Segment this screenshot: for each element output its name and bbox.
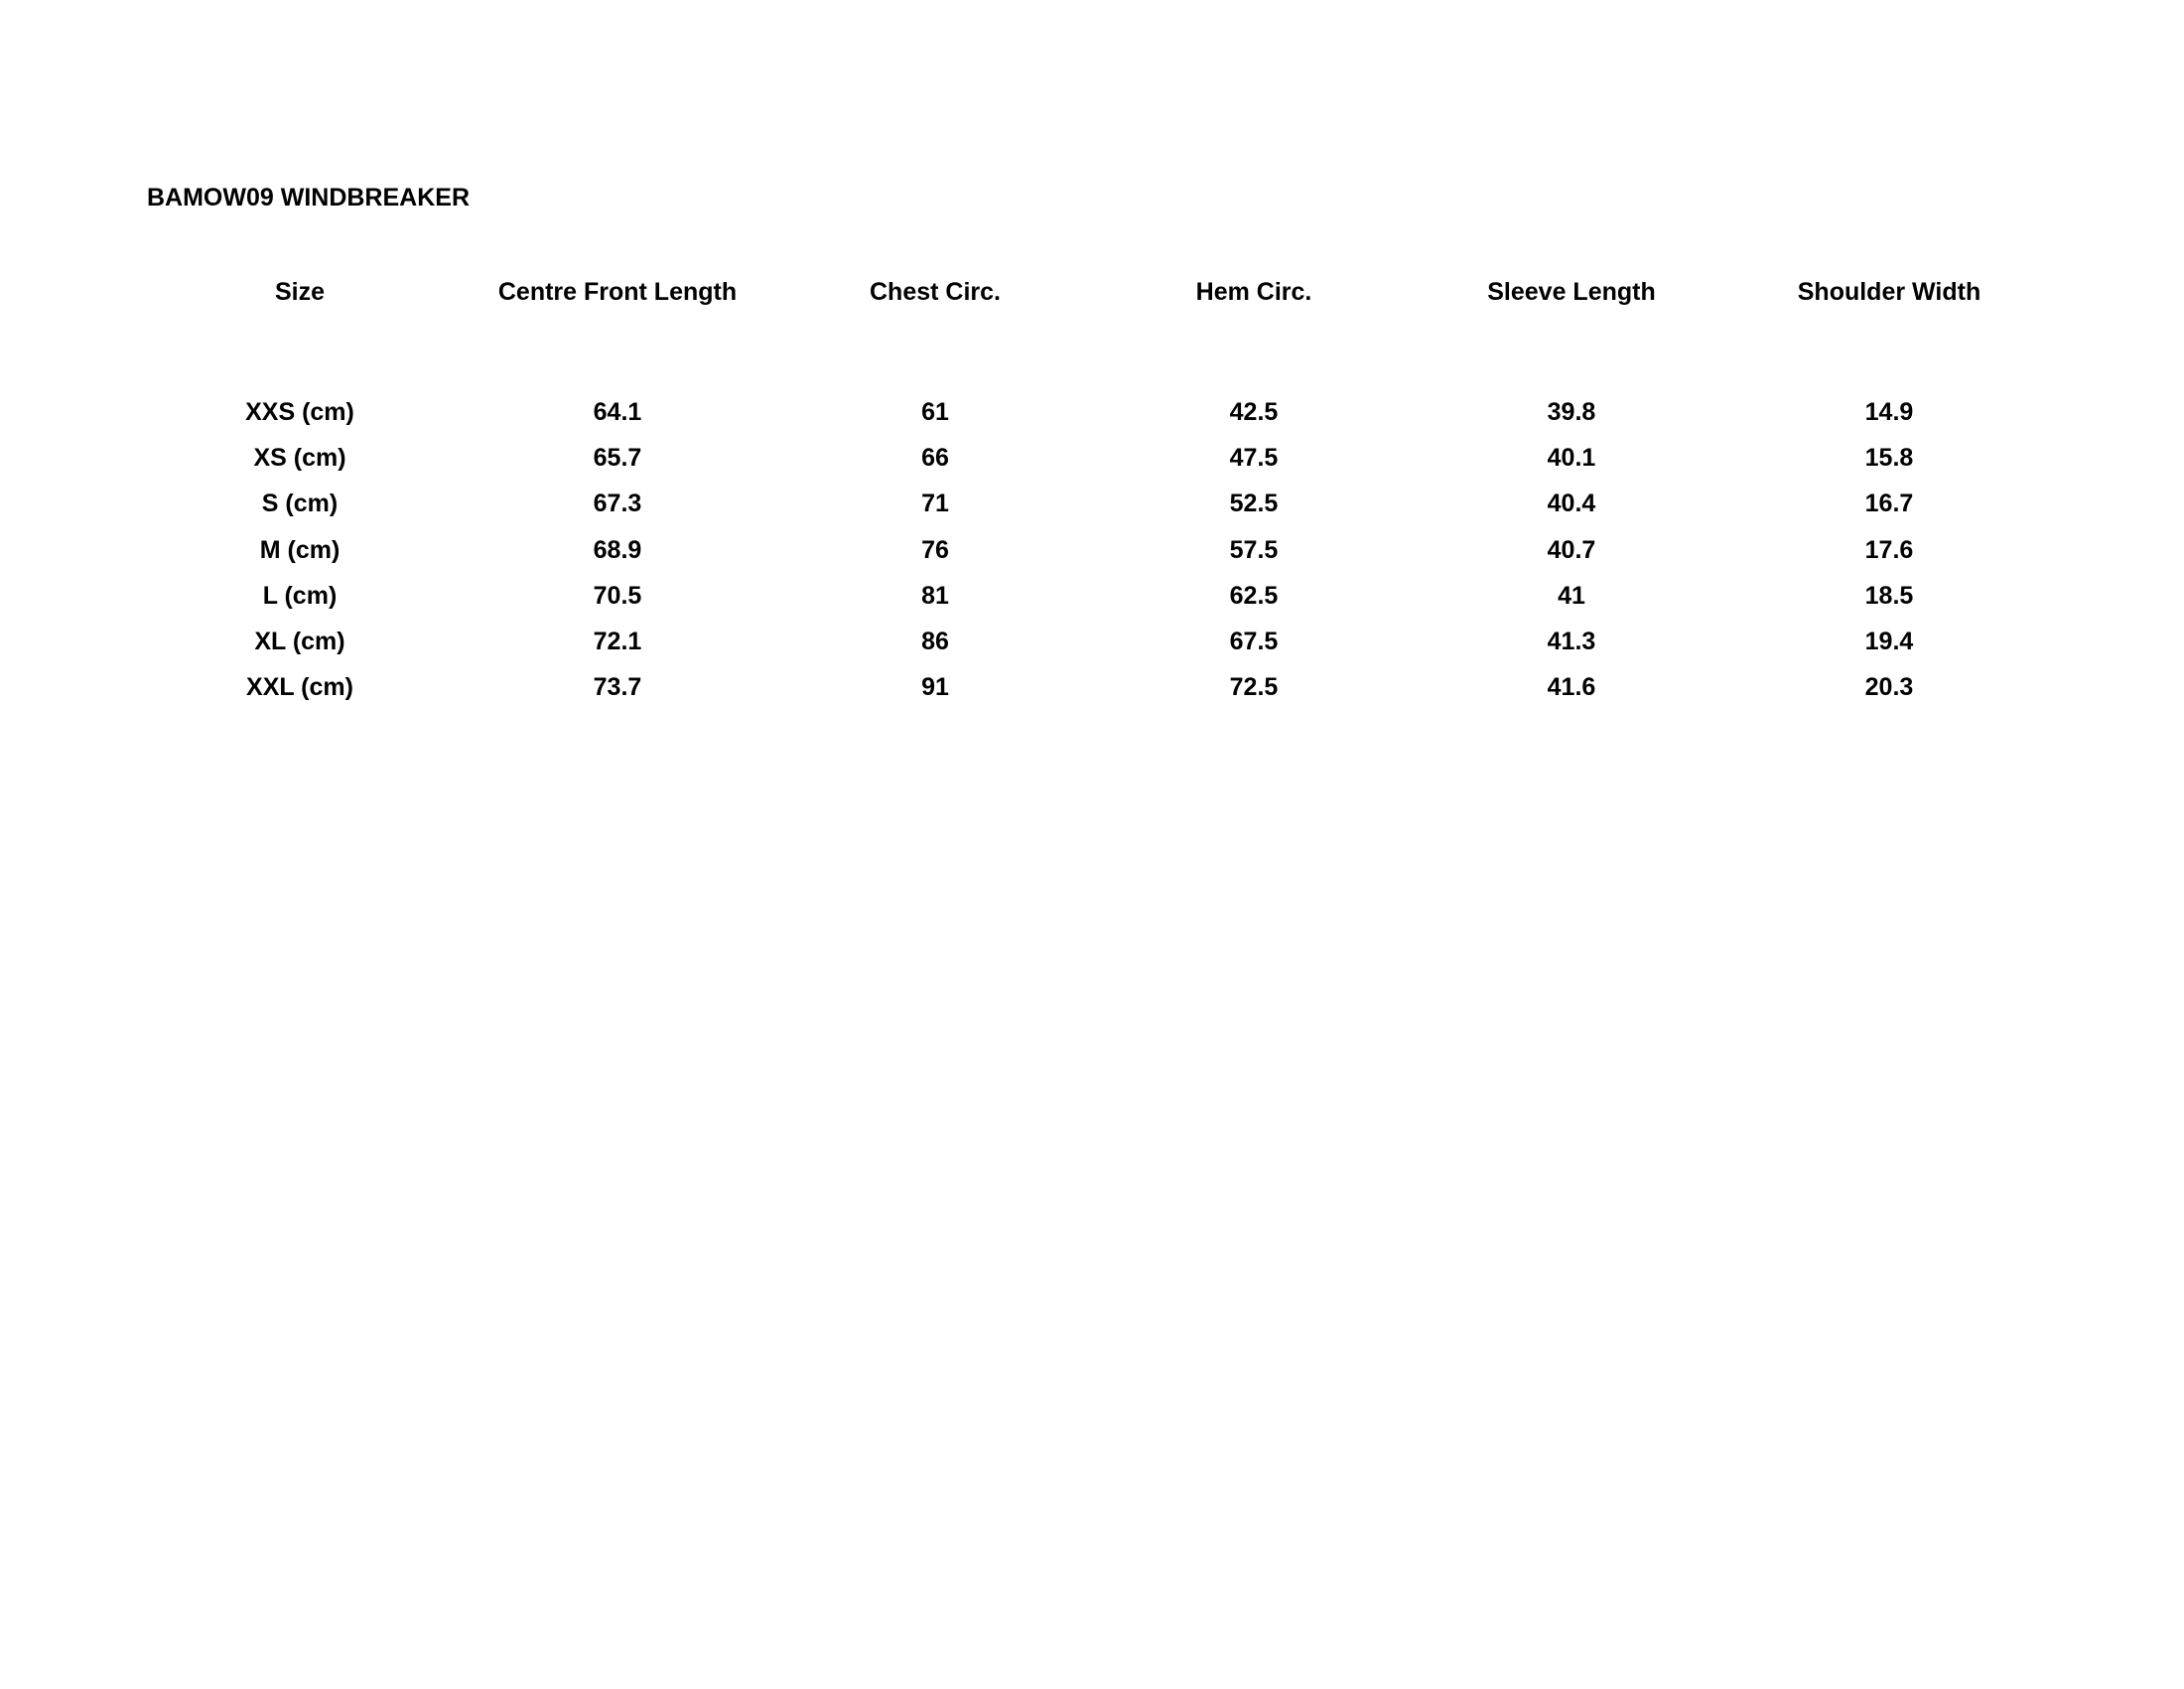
table-cell: 65.7 [593,444,642,472]
table-cell: 16.7 [1864,490,1914,517]
column-header-hem-circ: Hem Circ. [1195,278,1312,306]
column-header-centre-front-length: Centre Front Length [497,278,738,306]
table-cell-size: M (cm) [259,536,341,564]
table-cell: 67.5 [1229,628,1279,655]
table-cell: 66 [921,444,949,472]
table-cell: 20.3 [1864,673,1914,701]
table-cell: 15.8 [1864,444,1914,472]
table-cell: 18.5 [1864,582,1914,610]
table-cell-size: XL (cm) [254,628,345,655]
table-cell-size: L (cm) [262,582,338,610]
table-cell: 68.9 [593,536,642,564]
table-cell: 61 [921,398,949,426]
table-cell: 81 [921,582,949,610]
table-cell: 76 [921,536,949,564]
table-cell: 71 [921,490,949,517]
column-header-sleeve-length: Sleeve Length [1487,278,1656,306]
table-cell: 57.5 [1229,536,1279,564]
table-cell-size: XXS (cm) [245,398,354,426]
column-header-size: Size [274,278,326,306]
table-cell: 73.7 [593,673,642,701]
document-title: BAMOW09 WINDBREAKER [147,184,470,211]
table-cell: 41.3 [1547,628,1596,655]
column-header-chest-circ: Chest Circ. [870,278,1001,306]
table-cell: 41 [1558,582,1585,610]
table-cell: 64.1 [593,398,642,426]
table-cell: 47.5 [1229,444,1279,472]
table-cell: 40.1 [1547,444,1596,472]
table-cell: 19.4 [1864,628,1914,655]
column-header-shoulder-width: Shoulder Width [1797,278,1981,306]
table-cell: 91 [921,673,949,701]
table-cell: 52.5 [1229,490,1279,517]
table-cell: 17.6 [1864,536,1914,564]
table-cell: 67.3 [593,490,642,517]
table-cell: 40.7 [1547,536,1596,564]
table-cell: 86 [921,628,949,655]
table-cell: 42.5 [1229,398,1279,426]
table-cell: 72.1 [593,628,642,655]
table-cell: 72.5 [1229,673,1279,701]
table-cell-size: XS (cm) [253,444,346,472]
table-cell: 62.5 [1229,582,1279,610]
table-cell-size: S (cm) [261,490,339,517]
table-cell-size: XXL (cm) [246,673,353,701]
table-cell: 14.9 [1864,398,1914,426]
table-cell: 40.4 [1547,490,1596,517]
table-cell: 70.5 [593,582,642,610]
table-cell: 39.8 [1547,398,1596,426]
table-cell: 41.6 [1547,673,1596,701]
